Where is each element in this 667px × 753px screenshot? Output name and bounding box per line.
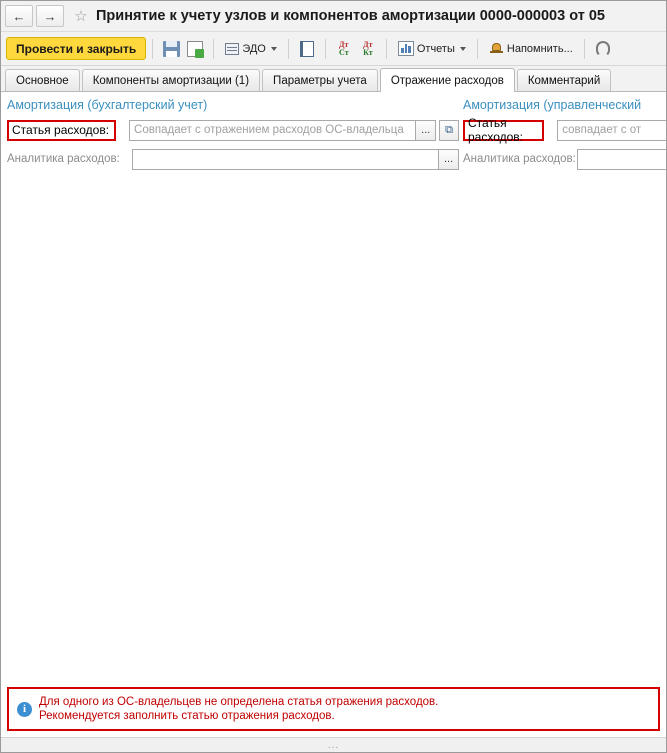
message-text (39, 695, 438, 723)
accounting-analytics-input[interactable] (132, 149, 439, 170)
bell-icon (489, 41, 504, 56)
reports-menu-button[interactable] (393, 37, 471, 61)
accounting-expense-item-input[interactable]: Совпадает с отражением расходов ОС-владельца (129, 120, 416, 141)
title-bar (1, 1, 666, 32)
save-button[interactable] (159, 37, 183, 61)
accounting-expense-item-select-button[interactable]: ... (416, 120, 436, 141)
accounting-expense-item-label: Статья расходов: (12, 123, 110, 137)
accounting-expense-item-label-highlight (7, 120, 116, 141)
tab-komponenty-amortizacii[interactable]: Компоненты амортизации (1) (82, 69, 260, 91)
message-line-2: Рекомендуется заполнить статью отражения расходов. (39, 710, 335, 722)
management-depreciation-group (459, 98, 666, 177)
postings-dt-kt-button[interactable] (356, 37, 380, 61)
remind-label: Напомнить... (506, 42, 573, 55)
command-bar (1, 32, 666, 66)
toolbar-separator-5 (386, 39, 387, 59)
print-journal-button[interactable] (295, 37, 319, 61)
status-bar: ... (1, 737, 666, 752)
forward-button[interactable] (36, 5, 64, 27)
chevron-down-icon (271, 47, 277, 51)
window-title: Принятие к учету узлов и компонентов амортизации 0000-000003 от 05 (96, 8, 605, 24)
management-analytics-label: Аналитика расходов: (463, 153, 576, 165)
edo-menu-button[interactable] (220, 37, 282, 61)
tab-kommentariy[interactable]: Комментарий (517, 69, 611, 91)
form-columns (1, 92, 666, 177)
management-expense-item-row (463, 116, 666, 144)
chevron-down-icon-reports (460, 47, 466, 51)
toolbar-separator-3 (288, 39, 289, 59)
toolbar-separator-6 (477, 39, 478, 59)
accounting-expense-item-row (7, 119, 459, 141)
dt-label-top: Дт (339, 39, 349, 49)
management-expense-item-input[interactable]: совпадает с от (557, 120, 666, 141)
accounting-analytics-row (7, 148, 459, 170)
tab-bar (1, 66, 666, 92)
accounting-analytics-select-button[interactable]: ... (439, 149, 459, 170)
tab-otrazhenie-raskhodov[interactable]: Отражение расходов (380, 68, 515, 92)
arrow-right-icon: → (43, 8, 57, 24)
back-button[interactable] (5, 5, 33, 27)
reports-label: Отчеты (416, 42, 455, 55)
favorite-star-icon[interactable]: ☆ (74, 8, 88, 25)
message-line-1: Для одного из ОС-владельцев не определена статья отражения расходов. (39, 696, 439, 708)
tab-parametry-ucheta[interactable]: Параметры учета (262, 69, 378, 91)
toolbar-separator-4 (325, 39, 326, 59)
paperclip-icon (596, 41, 610, 57)
attachments-button[interactable] (591, 37, 615, 61)
accounting-group-title: Амортизация (бухгалтерский учет) (7, 98, 208, 112)
accounting-analytics-label: Аналитика расходов: (7, 153, 120, 165)
management-analytics-input[interactable] (577, 149, 666, 170)
remind-button[interactable] (484, 37, 578, 61)
post-and-close-button[interactable]: Провести и закрыть (6, 37, 146, 60)
message-panel (7, 687, 660, 731)
management-expense-item-label: Статья расходов: (468, 116, 524, 144)
edo-icon (225, 43, 239, 55)
management-group-title: Амортизация (управленческий (463, 98, 642, 112)
post-document-icon (187, 41, 203, 57)
post-document-button[interactable] (183, 37, 207, 61)
tab-osnovnoe[interactable]: Основное (5, 69, 80, 91)
accounting-expense-item-open-button[interactable]: ⧉ (439, 120, 459, 141)
dt-ct-icon (339, 41, 349, 57)
dt-kt-icon (363, 41, 373, 57)
toolbar-separator (152, 39, 153, 59)
toolbar-separator-2 (213, 39, 214, 59)
dt-label-bottom: Дт (363, 39, 373, 49)
reports-icon (398, 41, 414, 56)
save-icon (163, 41, 180, 57)
info-icon: i (17, 702, 32, 717)
management-expense-item-label-highlight (463, 116, 544, 144)
edo-label: ЭДО (242, 42, 266, 55)
arrow-left-icon: ← (12, 8, 26, 24)
tab-content-otrazhenie-raskhodov (1, 92, 666, 737)
print-journal-icon (300, 41, 314, 57)
management-analytics-row (463, 148, 666, 170)
toolbar-separator-7 (584, 39, 585, 59)
kt-label-bottom-sub: Кт (363, 47, 373, 57)
accounting-depreciation-group (1, 98, 459, 177)
ct-label-top-sub: Ст (339, 47, 349, 57)
postings-dt-ct-button[interactable] (332, 37, 356, 61)
